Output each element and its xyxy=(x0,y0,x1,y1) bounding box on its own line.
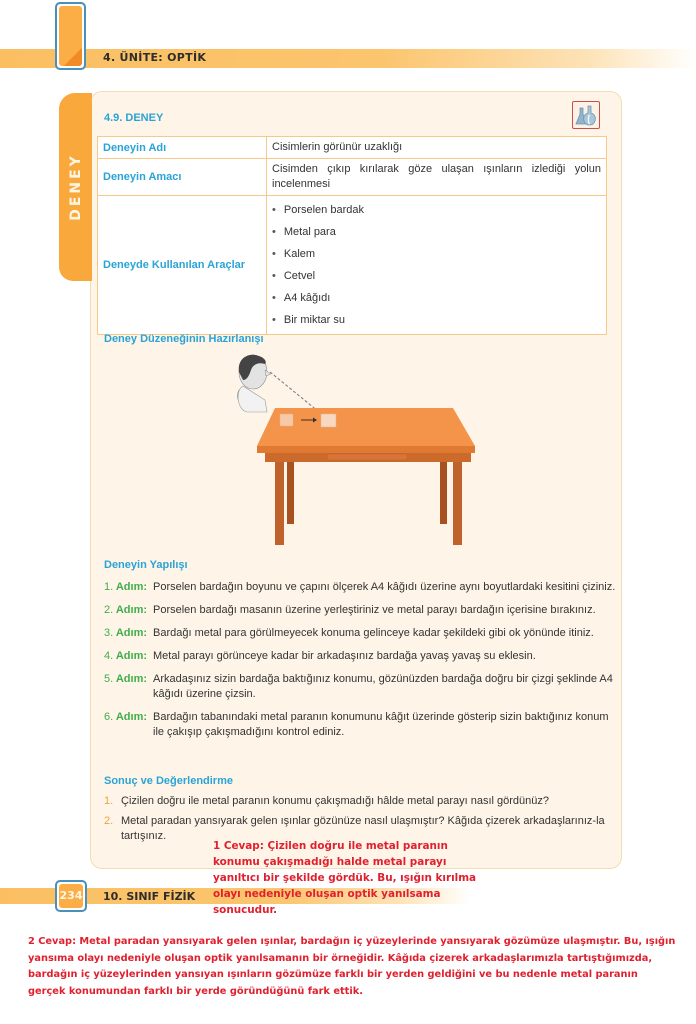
list-item: • Bir miktar su xyxy=(272,309,601,331)
flask-icon xyxy=(572,101,600,129)
table-row xyxy=(98,196,607,335)
answer-2: 2 Cevap: Metal paradan yansıyarak gelen ışınlar, bardağın iç yüzeylerinde yansıyarak gözümüze ulaşmıştır. Bu, ışığın yansıma olayı nedeniyle oluşan optik yanılsamanın bir örneğidir. Kâğıda çizerek arkadaşlarımızla tartıştığımızda, bardağın iç yüzeylerinden yansıyan ışınların gözümüze farklı bir yerden geldiğini ve bu nedenle metal paranın gerçek konumundan farklı bir yerde göründüğünü fark ettik. xyxy=(28,936,676,997)
experiment-info-table xyxy=(97,136,607,335)
experiment-title: 4.9. DENEY xyxy=(104,112,164,124)
tools-label: Deneyde Kullanılan Araçlar xyxy=(98,196,267,335)
question-item: 1. Çizilen doğru ile metal paranın konumu çakışmadığı hâlde metal parayı nasıl gördünüz? xyxy=(104,795,550,807)
side-tab xyxy=(59,93,92,281)
tools-list xyxy=(272,199,601,331)
step-item: 6. Adım: Bardağın tabanındaki metal paranın konumunu kâğıt üzerinde gösterip sizin baktığınız konum ile çakışıp çakışmadığını kontrol ediniz. xyxy=(104,711,609,738)
results-heading: Sonuç ve Değerlendirme xyxy=(104,775,233,787)
procedure-steps xyxy=(104,580,619,748)
question-item: 2. Metal paradan yansıyarak gelen ışınlar gözünüze nasıl ulaşmıştır? Kâğıda çizerek arkadaşlarınız-la tartışınız. xyxy=(104,815,605,842)
step-item: 4. Adım: Metal parayı görünceye kadar bir arkadaşınız bardağa yavaş yavaş su eklesin. xyxy=(104,650,536,662)
purpose-value: Cisimden çıkıp kırılarak göze ulaşan ışınların izlediği yolun incelenmesi xyxy=(267,159,607,196)
list-item: • Kalem xyxy=(272,243,601,265)
experiment-illustration xyxy=(225,350,490,545)
step-item: 2. Adım: Porselen bardağı masanın üzerine yerleştiriniz ve metal parayı bardağın içerisine bırakınız. xyxy=(104,604,596,616)
unit-title: 4. ÜNİTE: OPTİK xyxy=(103,51,207,64)
table-drawing xyxy=(257,408,475,545)
table-row xyxy=(98,159,607,196)
answer-1: 1 Cevap: Çizilen doğru ile metal paranın konumu çakışmadığı halde metal parayı yanıltıcı bir şekilde gördük. Bu, ışığın kırılma olayı nedeniyle oluşan optik yanılsama sonucudur. xyxy=(213,840,477,916)
procedure-heading: Deneyin Yapılışı xyxy=(104,559,188,571)
tools-value xyxy=(267,196,607,335)
list-item: • Porselen bardak xyxy=(272,199,601,221)
name-value: Cisimlerin görünür uzaklığı xyxy=(267,137,607,159)
unit-tab-marker xyxy=(55,2,86,70)
side-tab-label: DENEY xyxy=(67,153,84,221)
list-item: • Metal para xyxy=(272,221,601,243)
step-item: 3. Adım: Bardağı metal para görülmeyecek konuma gelinceye kadar şekildeki gibi ok yönünde itiniz. xyxy=(104,627,594,639)
cup-start xyxy=(280,414,293,426)
purpose-label: Deneyin Amacı xyxy=(98,159,267,196)
boy-figure xyxy=(237,355,271,412)
table-row xyxy=(98,137,607,159)
step-item: 1. Adım: Porselen bardağın boyunu ve çapını ölçerek A4 kâğıdı üzerine aynı boyutlardaki kesitini çiziniz. xyxy=(104,581,616,593)
cup-end xyxy=(321,414,336,427)
name-label: Deneyin Adı xyxy=(98,137,267,159)
page-number-badge: 234 xyxy=(55,880,87,912)
grade-title: 10. SINIF FİZİK xyxy=(103,890,196,903)
setup-heading: Deney Düzeneğinin Hazırlanışı xyxy=(104,333,264,345)
list-item: • Cetvel xyxy=(272,265,601,287)
step-item: 5. Adım: Arkadaşınız sizin bardağa baktığınız konumu, gözünüzden bardağa doğru bir çizgi şeklinde A4 kâğıdı üzerine çizsin. xyxy=(104,673,613,700)
list-item: • A4 kâğıdı xyxy=(272,287,601,309)
